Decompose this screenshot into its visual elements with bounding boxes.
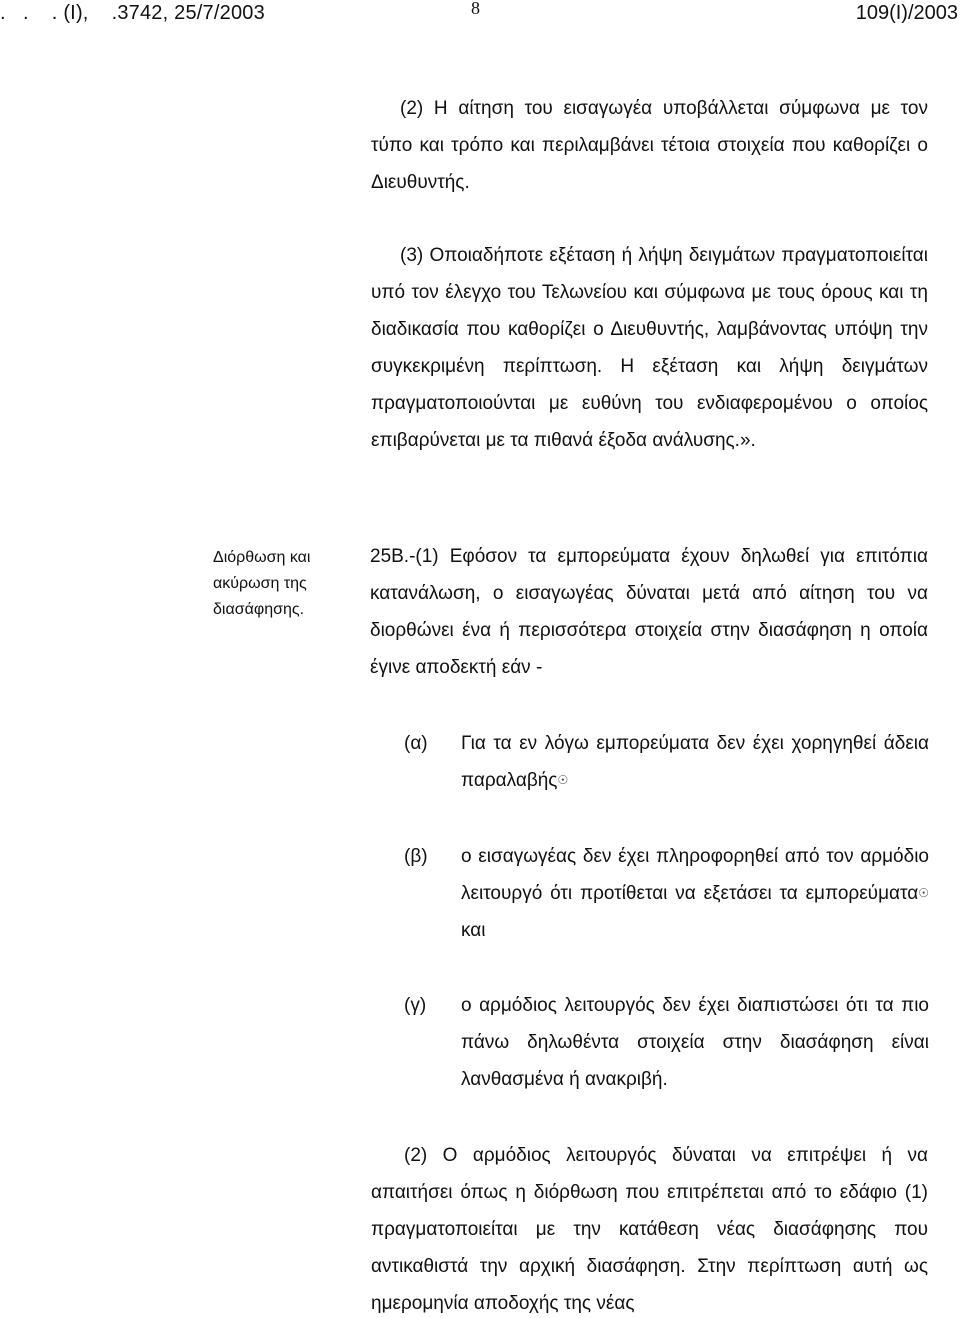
- item-b-tail: και: [461, 920, 486, 941]
- item-label-b: (β): [404, 846, 428, 867]
- separator-glyph-icon: ☉: [557, 773, 569, 787]
- item-label-c: (γ): [404, 995, 427, 1016]
- subsection-2-text: (2) Η αίτηση του εισαγωγέα υποβάλλεται σύμφωνα με τον τύπο και τρόπο και περιλαμβάνει τέτοια στοιχεία που καθορίζει ο Διευθυντής.: [371, 98, 928, 193]
- subsection-2b-text: (2) Ο αρμόδιος λειτουργός δύναται να επιτρέψει ή να απαιτήσει όπως η διόρθωση που επιτρέπεται από το εδάφιο (1) πραγματοποιείται με την κατάθεση νέας διασάφησης που αντικαθιστά την αρχική διασάφηση. Στην περίπτωση αυτή ως ημερομηνία αποδοχής της νέας: [371, 1145, 928, 1314]
- item-text-a: [461, 725, 929, 799]
- subsection-3-text: (3) Οποιαδήποτε εξέταση ή λήψη δειγμάτων πραγματοποιείται υπό τον έλεγχο του Τελωνείου και σύμφωνα με τους όρους και τη διαδικασία που καθορίζει ο Διευθυντής, λαμβάνοντας υπόψη την συγκεκριμένη περίπτωση. Η εξέταση και λήψη δειγμάτων πραγματοποιούνται με ευθύνη του ενδιαφερομένου ο οποίος επιβαρύνεται με τα πιθανά έξοδα ανάλυσης.».: [371, 245, 928, 451]
- separator-glyph-icon: ☉: [918, 886, 929, 900]
- margin-note-line: ακύρωση της: [213, 575, 307, 592]
- page-number: 8: [471, 0, 480, 18]
- item-a-body: Για τα εν λόγω εμπορεύματα δεν έχει χορηγηθεί άδεια παραλαβής: [461, 733, 929, 791]
- item-text-c: ο αρμόδιος λειτουργός δεν έχει διαπιστώσει ότι τα πιο πάνω δηλωθέντα στοιχεία στην διασάφηση είναι λανθασμένα ή ανακριβή.: [461, 995, 929, 1090]
- margin-note: [213, 545, 343, 623]
- law-number: 109(Ι)/2003: [855, 2, 958, 24]
- margin-note-line: διασάφησης.: [213, 601, 305, 618]
- header-reference: . . . (Ι), .3742, 25/7/2003: [0, 2, 265, 24]
- item-b-body: ο εισαγωγέας δεν έχει πληροφορηθεί από τον αρμόδιο λειτουργό ότι προτίθεται να εξετάσει τα εμπορεύματα: [461, 846, 929, 904]
- item-label-a: (α): [404, 733, 428, 754]
- section-25b-text: 25Β.-(1) Εφόσον τα εμπορεύματα έχουν δηλωθεί για επιτόπια κατανάλωση, ο εισαγωγέας δύναται μετά από αίτηση του να διορθώνει ένα ή περισσότερα στοιχεία στην διασάφηση η οποία έγινε αποδεκτή εάν -: [370, 546, 928, 678]
- item-text-b: [461, 838, 929, 949]
- page-header: [0, 0, 960, 32]
- margin-note-line: Διόρθωση και: [213, 549, 311, 566]
